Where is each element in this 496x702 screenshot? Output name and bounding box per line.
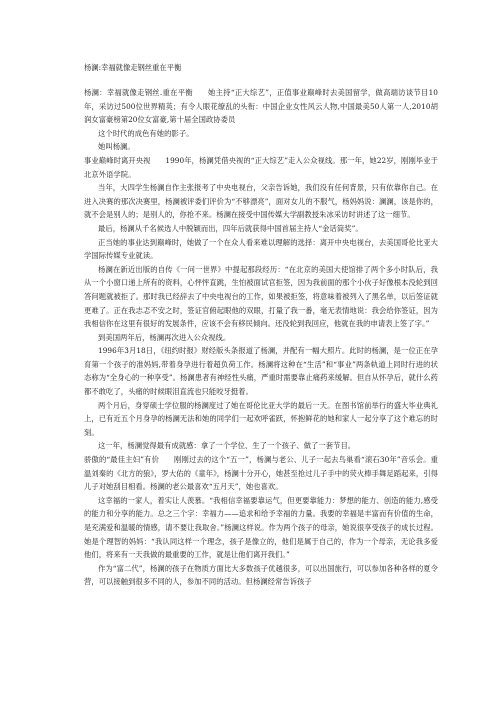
paragraph: 这个时代的成色有她的影子。 <box>98 128 194 138</box>
paragraph: 这一年，杨澜觉得最有成就感：拿了一个学位、生了一个孩子、做了一套节目。 <box>98 441 356 451</box>
paragraph: 当年，大四学生杨澜自作主张报考了中央电视台，父亲告诉她，我们没有任何背景，只有依靠你自己。在进入决赛的那次决赛里，杨澜被评委们评价为“不够漂亮”，面对女儿的不服气，杨妈妈说：澜澜，该是你的，就不会是别人的；是别人的，你抢不来。杨澜在接受中国传媒大学副教授朱冰采访时讲述了这一细节。 <box>84 183 438 220</box>
paragraph: 事业巅峰时离开央视 1990年，杨澜凭借央视的“正大综艺”走入公众视线。那一年，她22岁，刚刚毕业于北京外语学院。 <box>84 155 438 179</box>
document-title: 杨澜:幸福就像走钢丝重在平衡 <box>84 63 182 72</box>
paragraph: 1996年3月18日，《纽约时报》财经版头条报道了杨澜，并配有一幅大照片。此时的杨澜，是一位正在孕育第一个孩子的准妈妈,带着身孕进行着超负荷工作。杨澜将这种在“生活”和“事业”两条轨道上同时行进的状态称为“全身心的一种享受”。杨澜患者有神经性头痛，严重时需要靠止痛药来缓解。但自从怀孕后，就什么药都不敢吃了，头痛的时候眼泪直流也只能咬牙挺着。 <box>84 346 438 397</box>
paragraph: 到美国两年后，杨澜再次进入公众视线。 <box>98 332 231 342</box>
paragraph: 杨澜在新近出版的自传《一问一世界》中提起那段经历：“在北京的美国大使馆排了两个多小时队后，我从一个小窗口递上所有的资料，心怦怦直跳，生怕被面试官拒签，因为我前面的那个小伙子好像根本没轮到回答问题就被拒了。那时我已经辞去了中央电视台的工作，如果被拒签，将意味着被列入了黑名单，以后签证就更难了。正在我志忑不安之时，签证官俯起眼他的双眼，打量了我一番，毫无表情地说：我会给你签证，因为我相信你在这里有很好的发展条件，应该不会有移民倾向。还没轮到我回应，他就在我的申请表上签了字。” <box>84 264 438 329</box>
paragraph: 骄傲的“最佳主妇”有价 刚刚过去的这个“五一”，杨澜与老公、儿子一起去鸟巢看“滚石30年”音乐会。重温刘秦的《北方的狼》，罗大佑的《童年》，杨澜十分开心，她甚至抢过儿子手中的荧火棒手舞足蹈起来，引得儿子对她刮目相看。杨澜的老公最喜欢“五月天”，她也喜欢。 <box>84 455 438 492</box>
paragraph: 最后，杨澜从千名候选人中脱颖而出，四年后就获得中国首届主持人“金话筒奖”。 <box>98 223 363 233</box>
paragraph: 正当她的事业达到巅峰时，她做了一个在众人看来难以理解的选择：离开中央电视台，去美国哥伦比亚大学国际传媒专业就读。 <box>84 237 438 261</box>
paragraph: 两个月后，身穿硕士学位服的杨澜度过了她在哥伦比亚大学的最后一天。在图书馆前举行的盛大毕业典礼上，已有近五个月身孕的杨澜无法和她的同学们一起欢呼雀跃，怀抱鲜花的她和家人一起分享了这个难忘的时刻。 <box>84 400 438 437</box>
document-body <box>84 86 438 589</box>
paragraph: 这幸福的一家人，着实让人羡慕。“我相信幸福要靠运气，但更要靠能力：梦想的能力、创造的能力,感受的能力和分享的能力。总之三个字：幸福力——追求和给予幸福的力量。我要的幸福是丰富而有价值的生命，是充满爱和温暖的情感，请不要让我取舍。”杨澜这样说。作为两个孩子的母亲，她说很享受孩子的成长过程。她是个理智的妈妈：“我认同这样一个理念，孩子是像立的，他们是属于自己的，作为一个母亲，无论我多爱他们，将来有一天我做的最重要的工作，就是让他们离开我们。” <box>84 495 438 560</box>
paragraph: 作为“富二代”，杨澜的孩子在物质方面比大多数孩子优越很多，可以出国旅行，可以参加各种各样的夏令营，可以接触到很多不同的人，参加不同的活动。但杨澜经常告诉孩子 <box>84 563 438 587</box>
paragraph: 她叫杨澜。 <box>98 142 135 152</box>
paragraph: 杨澜：幸福就像走钢丝.重在平衡 她主持“正大综艺”，正值事业巅峰时去美国留学，做高端访谈节目10年，采访过500位世界精英；有令人眼花缭乱的头衔：中国企业女性风云人物,中国最美50人第一人,2010胡润女富豪榜第20位女富豪,第十届全国政协委员 <box>84 88 438 125</box>
